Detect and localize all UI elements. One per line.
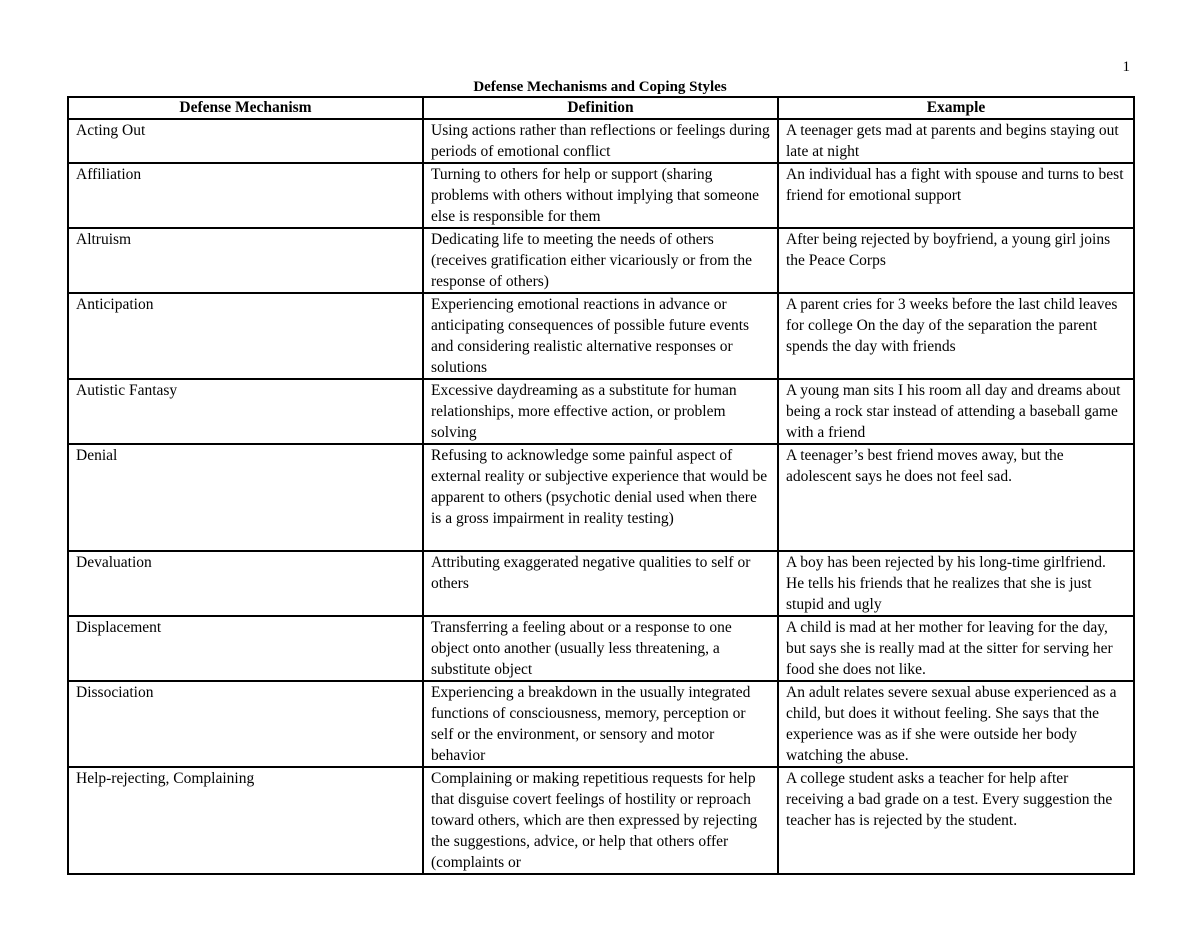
table-header-row [68, 97, 1134, 119]
example-cell: After being rejected by boyfriend, a young girl joins the Peace Corps [778, 228, 1134, 293]
definition-cell: Transferring a feeling about or a response to one object onto another (usually less threatening, a substitute object [423, 616, 778, 681]
mechanism-cell: Autistic Fantasy [68, 379, 423, 444]
example-cell: A teenager gets mad at parents and begins staying out late at night [778, 119, 1134, 163]
mechanism-cell: Dissociation [68, 681, 423, 767]
definition-cell: Turning to others for help or support (sharing problems with others without implying that someone else is responsible for them [423, 163, 778, 228]
definition-cell: Complaining or making repetitious requests for help that disguise covert feelings of hostility or reproach toward others, which are then expressed by rejecting the suggestions, advice, or help that others offer (complaints or [423, 767, 778, 874]
definition-cell: Experiencing emotional reactions in advance or anticipating consequences of possible future events and considering realistic alternative responses or solutions [423, 293, 778, 379]
mechanism-cell: Altruism [68, 228, 423, 293]
table-row [68, 681, 1134, 767]
table-row [68, 616, 1134, 681]
mechanism-cell: Help-rejecting, Complaining [68, 767, 423, 874]
mechanism-cell: Denial [68, 444, 423, 551]
mechanism-cell: Displacement [68, 616, 423, 681]
header-example: Example [778, 97, 1134, 119]
definition-cell: Dedicating life to meeting the needs of others (receives gratification either vicariously or from the response of others) [423, 228, 778, 293]
example-cell: A young man sits I his room all day and dreams about being a rock star instead of attending a baseball game with a friend [778, 379, 1134, 444]
definition-cell: Using actions rather than reflections or feelings during periods of emotional conflict [423, 119, 778, 163]
example-cell: A teenager’s best friend moves away, but the adolescent says he does not feel sad. [778, 444, 1134, 551]
table-row [68, 228, 1134, 293]
page-number: 1 [1122, 59, 1130, 75]
table-row [68, 119, 1134, 163]
mechanism-cell: Devaluation [68, 551, 423, 616]
table-row [68, 551, 1134, 616]
example-cell: A child is mad at her mother for leaving for the day, but says she is really mad at the sitter for serving her food she does not like. [778, 616, 1134, 681]
mechanism-cell: Acting Out [68, 119, 423, 163]
example-cell: A college student asks a teacher for help after receiving a bad grade on a test. Every suggestion the teacher has is rejected by the student. [778, 767, 1134, 874]
example-cell: A parent cries for 3 weeks before the last child leaves for college On the day of the separation the parent spends the day with friends [778, 293, 1134, 379]
mechanism-cell: Anticipation [68, 293, 423, 379]
table-row [68, 444, 1134, 551]
example-cell: A boy has been rejected by his long-time girlfriend. He tells his friends that he realizes that she is just stupid and ugly [778, 551, 1134, 616]
table-row [68, 293, 1134, 379]
document-title: Defense Mechanisms and Coping Styles [473, 79, 727, 95]
header-defense-mechanism: Defense Mechanism [68, 97, 423, 119]
definition-cell: Excessive daydreaming as a substitute for human relationships, more effective action, or problem solving [423, 379, 778, 444]
definition-cell: Experiencing a breakdown in the usually integrated functions of consciousness, memory, perception or self or the environment, or sensory and motor behavior [423, 681, 778, 767]
definition-cell: Refusing to acknowledge some painful aspect of external reality or subjective experience that would be apparent to others (psychotic denial used when there is a gross impairment in reality testing) [423, 444, 778, 551]
example-cell: An individual has a fight with spouse and turns to best friend for emotional support [778, 163, 1134, 228]
definition-cell: Attributing exaggerated negative qualities to self or others [423, 551, 778, 616]
table-row [68, 163, 1134, 228]
mechanism-cell: Affiliation [68, 163, 423, 228]
table-row [68, 379, 1134, 444]
header-definition: Definition [423, 97, 778, 119]
example-cell: An adult relates severe sexual abuse experienced as a child, but does it without feeling. She says that the experience was as if she were outside her body watching the abuse. [778, 681, 1134, 767]
table-row [68, 767, 1134, 874]
defense-mechanisms-table [67, 96, 1135, 875]
